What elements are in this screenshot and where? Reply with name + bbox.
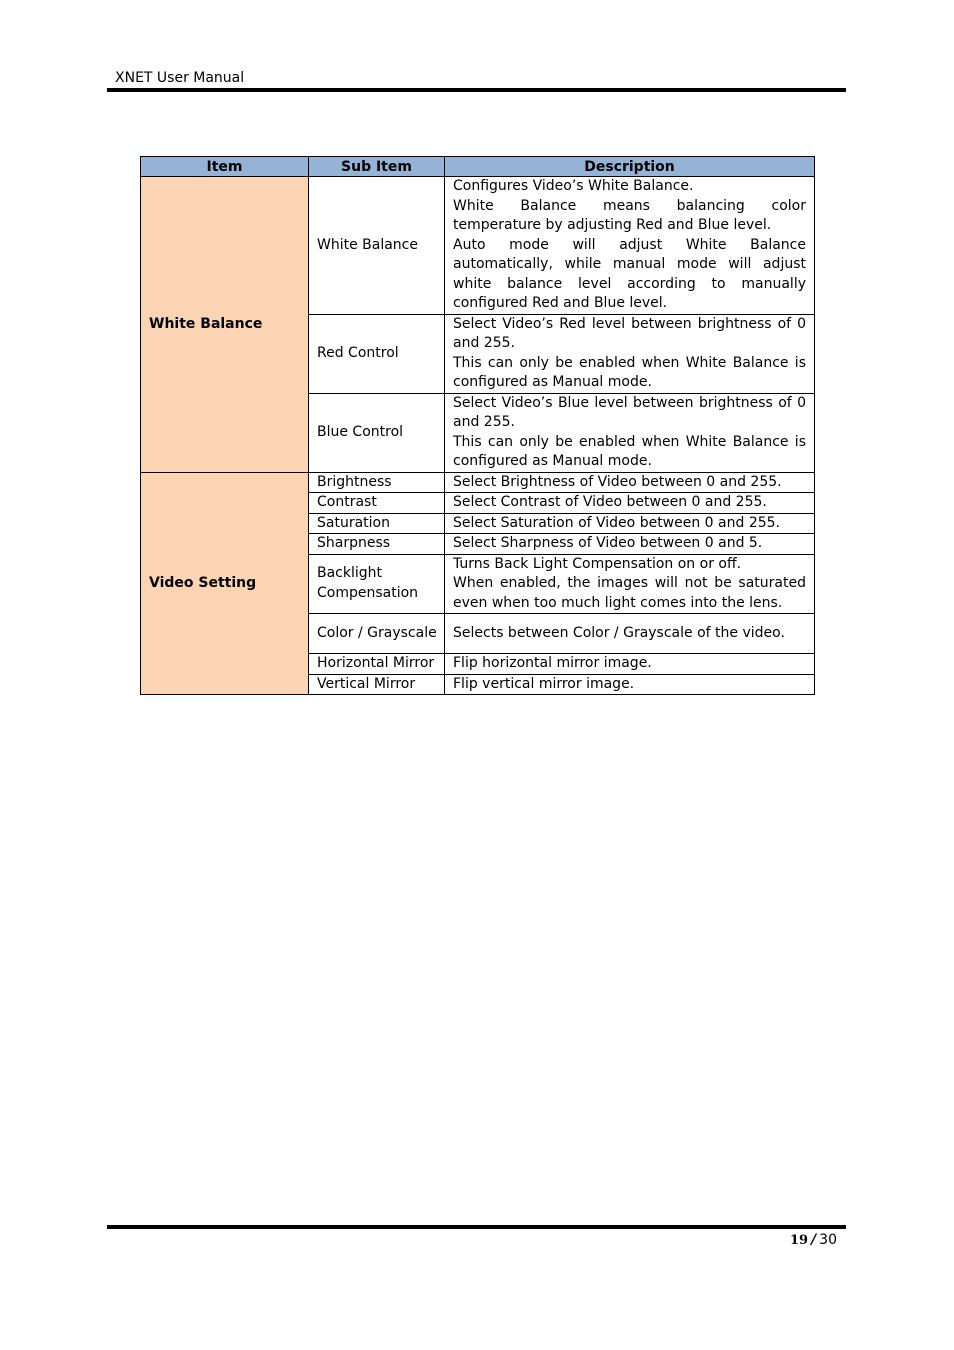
item-cell: Video Setting — [141, 472, 309, 695]
description-cell: Select Brightness of Video between 0 and 255. — [445, 472, 815, 493]
sub-item-cell: Contrast — [309, 493, 445, 514]
description-cell: Select Contrast of Video between 0 and 255. — [445, 493, 815, 514]
table-row — [141, 472, 815, 493]
table-header-row — [141, 157, 815, 177]
footer-rule — [107, 1225, 846, 1229]
description-cell: Select Saturation of Video between 0 and 255. — [445, 513, 815, 534]
page-separator: / — [811, 1232, 817, 1248]
description-line: White Balance means balancing color temperature by adjusting Red and Blue level. — [453, 197, 806, 233]
sub-item-cell: Saturation — [309, 513, 445, 534]
description-cell: Select Sharpness of Video between 0 and 5. — [445, 534, 815, 555]
description-line: When enabled, the images will not be saturated even when too much light comes into the lens. — [453, 575, 806, 611]
column-header-description: Description — [445, 157, 815, 177]
description-cell: Flip horizontal mirror image. — [445, 654, 815, 675]
description-line: Select Video’s Red level between brightness of 0 and 255. — [453, 315, 806, 351]
sub-item-cell: Blue Control — [309, 393, 445, 472]
item-cell: White Balance — [141, 177, 309, 473]
description-line: Configures Video’s White Balance. — [453, 178, 694, 194]
header-rule — [107, 88, 846, 92]
description-cell — [445, 314, 815, 393]
sub-item-cell: White Balance — [309, 177, 445, 315]
description-cell: Selects between Color / Grayscale of the video. — [445, 614, 815, 654]
page-header-title: XNET User Manual — [115, 70, 245, 86]
page-total: 30 — [819, 1232, 837, 1248]
settings-table — [140, 156, 815, 695]
description-line: This can only be enabled when White Balance is configured as Manual mode. — [453, 433, 806, 469]
description-line: Select Video’s Blue level between brightness of 0 and 255. — [453, 394, 806, 430]
sub-item-cell: Color / Grayscale — [309, 614, 445, 654]
sub-item-cell: Backlight Compensation — [309, 554, 445, 614]
sub-item-cell: Red Control — [309, 314, 445, 393]
description-line: This can only be enabled when White Balance is configured as Manual mode. — [453, 354, 806, 390]
column-header-sub-item: Sub Item — [309, 157, 445, 177]
sub-item-cell: Horizontal Mirror — [309, 654, 445, 675]
page-current: 19 — [789, 1233, 809, 1248]
description-cell — [445, 554, 815, 614]
description-cell — [445, 177, 815, 315]
page-number — [790, 1231, 837, 1250]
description-line: Auto mode will adjust White Balance automatically, while manual mode will adjust white balance level according to manually configured Red and Blue level. — [453, 236, 806, 311]
sub-item-cell: Sharpness — [309, 534, 445, 555]
sub-item-cell: Brightness — [309, 472, 445, 493]
description-cell: Flip vertical mirror image. — [445, 674, 815, 695]
description-cell — [445, 393, 815, 472]
description-line: Turns Back Light Compensation on or off. — [453, 555, 742, 572]
table-row — [141, 177, 815, 315]
sub-item-cell: Vertical Mirror — [309, 674, 445, 695]
column-header-item: Item — [141, 157, 309, 177]
